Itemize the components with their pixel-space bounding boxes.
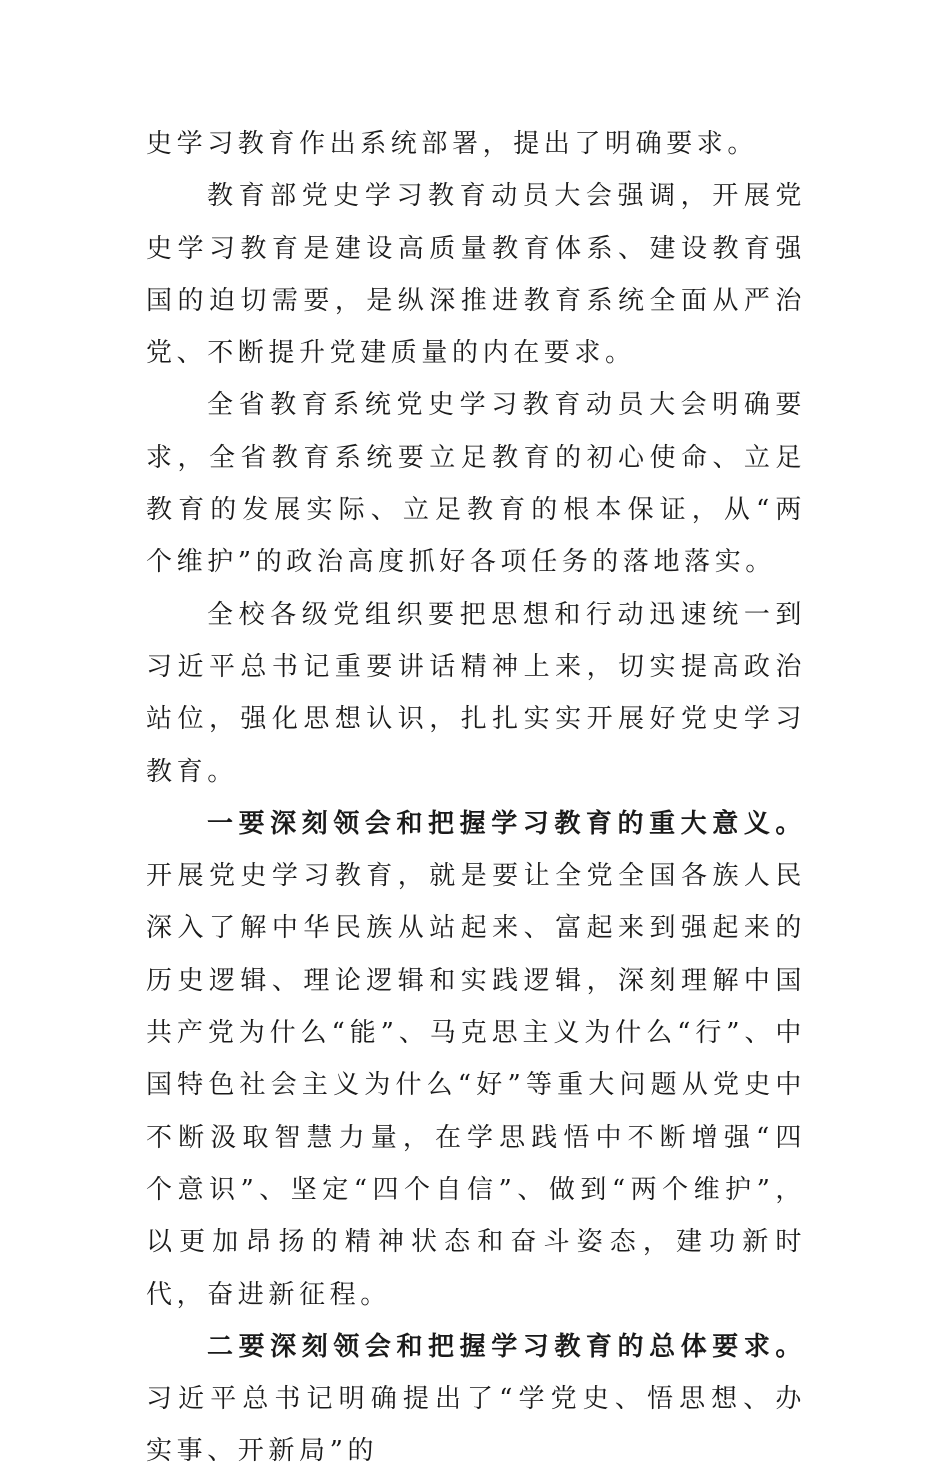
document-body bbox=[146, 118, 806, 1478]
paragraph-continuation bbox=[146, 118, 806, 170]
paragraph-point-two bbox=[146, 1321, 806, 1478]
paragraph-text: 史学习教育作出系统部署，提出了明确要求。 bbox=[146, 129, 759, 159]
paragraph-lead-heading: 二要深刻领会和把握学习教育的总体要求。 bbox=[207, 1331, 806, 1362]
paragraph-point-one bbox=[146, 798, 806, 1321]
paragraph-lead-heading: 一要深刻领会和把握学习教育的重大意义。 bbox=[207, 808, 806, 839]
paragraph-text: 全省教育系统党史学习教育动员大会明确要求，全省教育系统要立足教育的初心使命、立足教育的发展实际、立足教育的根本保证，从“两个维护”的政治高度抓好各项任务的落地落实。 bbox=[146, 390, 806, 578]
paragraph-province-meeting bbox=[146, 379, 806, 588]
paragraph-text: 全校各级党组织要把思想和行动迅速统一到习近平总书记重要讲话精神上来，切实提高政治站位，强化思想认识，扎扎实实开展好党史学习教育。 bbox=[146, 599, 806, 787]
paragraph-text: 教育部党史学习教育动员大会强调，开展党史学习教育是建设高质量教育体系、建设教育强国的迫切需要，是纵深推进教育系统全面从严治党、不断提升党建质量的内在要求。 bbox=[146, 181, 806, 369]
paragraph-text: 开展党史学习教育，就是要让全党全国各族人民深入了解中华民族从站起来、富起来到强起来的历史逻辑、理论逻辑和实践逻辑，深刻理解中国共产党为什么“能”、马克思主义为什么“行”、中国特色社会主义为什么“好”等重大问题从党史中不断汲取智慧力量，在学思践悟中不断增强“四个意识”、坚定“四个自信”、做到“两个维护”，以更加昂扬的精神状态和奋斗姿态，建功新时代，奋进新征程。 bbox=[146, 861, 806, 1310]
paragraph-text: 习近平总书记明确提出了“学党史、悟思想、办实事、开新局”的 bbox=[146, 1384, 806, 1467]
paragraph-ministry-meeting bbox=[146, 170, 806, 379]
paragraph-school-organizations bbox=[146, 589, 806, 798]
